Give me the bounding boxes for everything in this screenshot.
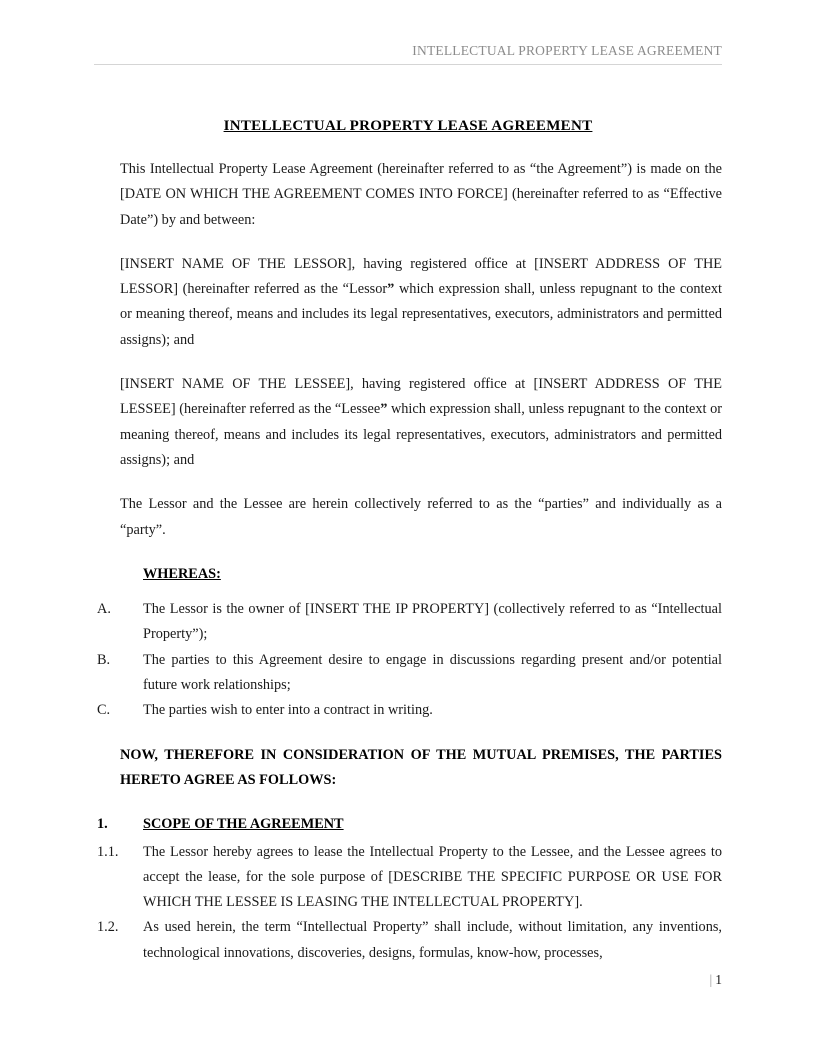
clause-text: The Lessor hereby agrees to lease the Intellectual Property to the Lessee, and the Lessee agrees to accept the lease, for the sole purpose of [DESCRIBE THE SPECIFIC PURPOSE OR USE FOR WHICH THE LESSEE IS LEASING THE INTELLECTUAL PROPERTY]. xyxy=(143,843,722,911)
section-title: SCOPE OF THE AGREEMENT xyxy=(143,816,344,833)
whereas-heading: WHEREAS: xyxy=(143,565,221,582)
recital-text: The parties to this Agreement desire to engage in discussions regarding present and/or potential future work relationships; xyxy=(143,651,722,694)
section-number: 1. xyxy=(97,816,108,833)
paragraph-lessor xyxy=(94,252,722,353)
clause-number: 1.1. xyxy=(97,843,119,860)
paragraph-lessee-part2: which expression shall, unless repugnant to the context or meaning thereof, means and includes its legal representatives, executors, administrators and permitted assigns); and xyxy=(120,401,723,468)
section-heading-1 xyxy=(94,812,722,837)
page-header xyxy=(94,42,722,65)
now-therefore-paragraph: NOW, THEREFORE IN CONSIDERATION OF THE MUTUAL PREMISES, THE PARTIES HERETO AGREE AS FOLLOWS: xyxy=(120,746,722,788)
footer-separator: | xyxy=(709,972,713,987)
recital-item-b xyxy=(94,648,722,699)
footer-page-number: 1 xyxy=(715,972,722,987)
running-header-title: INTELLECTUAL PROPERTY LEASE AGREEMENT xyxy=(412,43,722,58)
paragraph-lessee xyxy=(94,372,722,473)
paragraph-lessor-closing-quote: ” xyxy=(387,281,395,298)
recital-item-a xyxy=(94,597,722,648)
paragraph-lessee-part1: [INSERT NAME OF THE LESSEE], having registered office at [INSERT ADDRESS OF THE LESSEE] (hereinafter referred as the “Lessee xyxy=(120,376,722,418)
clause-number: 1.2. xyxy=(97,919,119,936)
recital-text: The parties wish to enter into a contract in writing. xyxy=(143,702,433,719)
document-body xyxy=(94,118,722,966)
recital-marker: A. xyxy=(97,601,111,618)
recital-marker: B. xyxy=(97,651,111,668)
paragraph-parties: The Lessor and the Lessee are herein collectively referred to as the “parties” and individually as a “party”. xyxy=(120,496,722,538)
clause-1-2 xyxy=(94,915,722,966)
paragraph-lessor-part2: which expression shall, unless repugnant to the context or meaning thereof, means and includes its legal representatives, executors, administrators and permitted assigns); and xyxy=(120,281,722,348)
recital-text: The Lessor is the owner of [INSERT THE IP PROPERTY] (collectively referred to as “Intellectual Property”); xyxy=(143,601,722,643)
recital-item-c xyxy=(94,698,722,723)
page-footer xyxy=(94,972,722,988)
paragraph-intro: This Intellectual Property Lease Agreement (hereinafter referred to as “the Agreement”) is made on the [DATE ON WHICH THE AGREEMENT COMES INTO FORCE] (hereinafter referred to as “Effective Date”) by and between: xyxy=(120,161,722,228)
paragraph-lessee-closing-quote: ” xyxy=(380,401,388,418)
clause-1-1 xyxy=(94,840,722,916)
page-title: INTELLECTUAL PROPERTY LEASE AGREEMENT xyxy=(223,118,593,134)
clause-text: As used herein, the term “Intellectual Property” shall include, without limitation, any inventions, technological innovations, discoveries, designs, formulas, know-how, processes, xyxy=(143,919,722,961)
recital-marker: C. xyxy=(97,702,111,719)
paragraph-lessor-part1: [INSERT NAME OF THE LESSOR], having registered office at [INSERT ADDRESS OF THE LESSOR] (hereinafter referred as the “Lessor xyxy=(120,255,722,298)
